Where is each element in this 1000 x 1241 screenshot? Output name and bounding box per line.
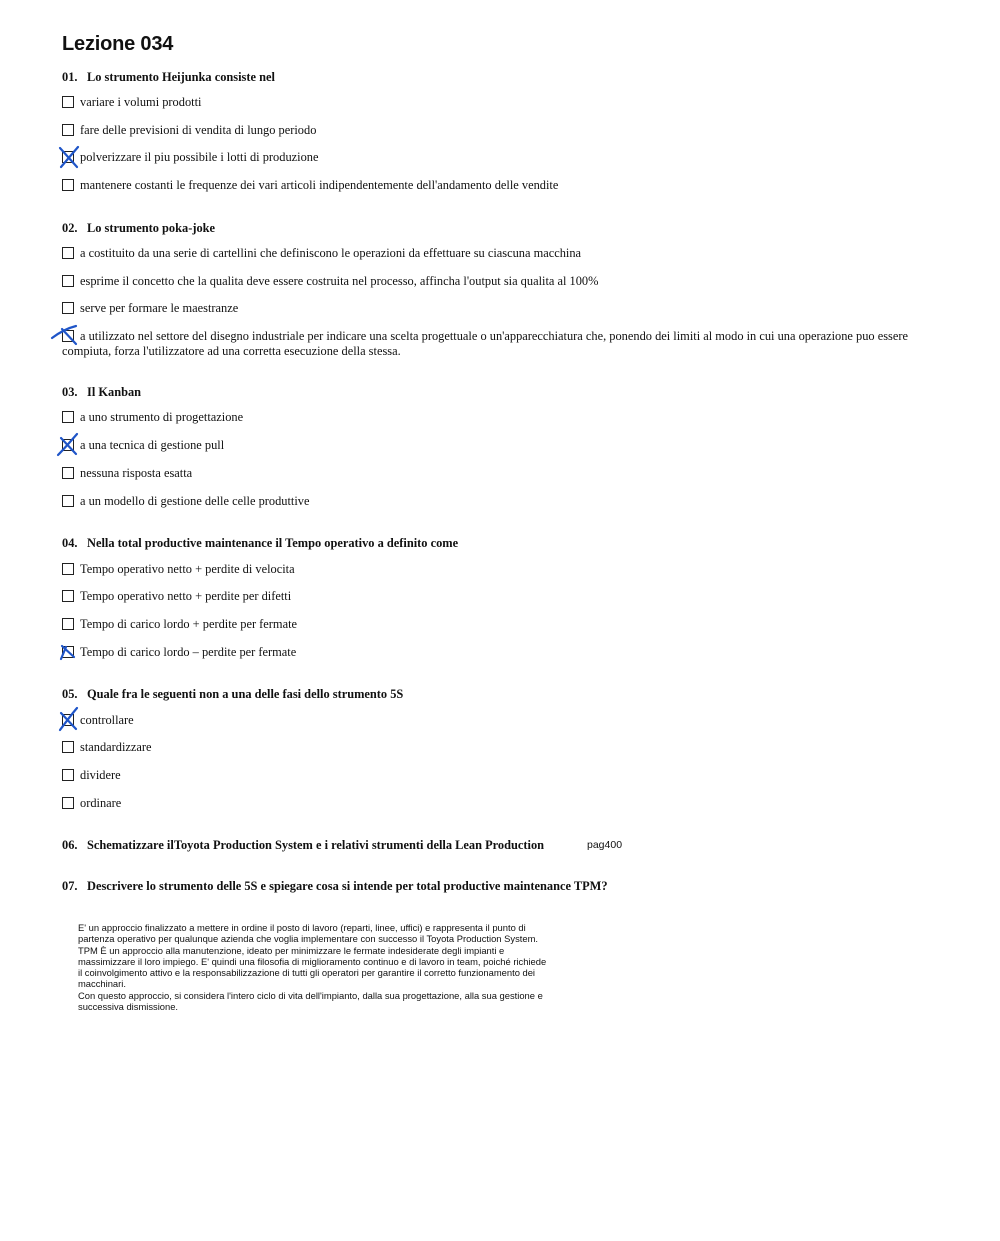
checkbox[interactable] (62, 124, 74, 136)
option-text: Tempo di carico lordo – perdite per fermate (80, 645, 297, 659)
option-text: a un modello di gestione delle celle produttive (80, 494, 310, 508)
option-text: standardizzare (80, 740, 152, 754)
question-text: Quale fra le seguenti non a una delle fasi dello strumento 5S (87, 687, 404, 701)
question-text: Schematizzare ilToyota Production System e i relativi strumenti della Lean Production (87, 838, 545, 852)
option-text: a una tecnica di gestione pull (80, 438, 225, 452)
answer-paragraph: E' un approccio finalizzato a mettere in ordine il posto di lavoro (reparti, linee, uffici) e rappresenta il punto di partenza operativo per qualunque azienda che voglia implementare con successo il Toyota Production System. (78, 922, 538, 945)
question-03 (62, 385, 141, 400)
checkbox[interactable] (62, 302, 74, 314)
question-number: 04. (62, 536, 78, 550)
checkbox[interactable] (62, 769, 74, 781)
question-text: Descrivere lo strumento delle 5S e spiegare cosa si intende per total productive maintenance TPM? (87, 879, 608, 893)
cross-mark-icon (56, 640, 82, 666)
checkbox[interactable] (62, 96, 74, 108)
option-text: ordinare (80, 796, 122, 810)
page-reference-note: pag400 (587, 839, 623, 851)
question-text: Nella total productive maintenance il Tempo operativo a definito come (87, 536, 459, 550)
question-07 (62, 879, 608, 894)
cross-mark-icon (56, 433, 82, 459)
question-number: 06. (62, 838, 78, 852)
question-04 (62, 536, 458, 551)
checkbox[interactable] (62, 467, 74, 479)
question-number: 03. (62, 385, 78, 399)
question-01 (62, 70, 275, 85)
page-title: Lezione 034 (62, 33, 174, 55)
checkbox[interactable] (62, 590, 74, 602)
option-text: serve per formare le maestranze (80, 301, 239, 315)
question-number: 01. (62, 70, 78, 84)
answer-text-block (78, 922, 548, 1012)
checkbox[interactable] (62, 563, 74, 575)
option-text: polverizzare il piu possibile i lotti di produzione (80, 150, 319, 164)
question-number: 07. (62, 879, 78, 893)
option-text: dividere (80, 768, 121, 782)
checkbox[interactable] (62, 741, 74, 753)
option-text: nessuna risposta esatta (80, 466, 193, 480)
cross-mark-icon (56, 708, 82, 734)
option-text: Tempo operativo netto + perdite di velocita (80, 562, 295, 576)
option-text: Tempo operativo netto + perdite per difetti (80, 589, 292, 603)
option-text: controllare (80, 713, 134, 727)
checkbox[interactable] (62, 275, 74, 287)
checkbox[interactable] (62, 618, 74, 630)
question-number: 05. (62, 687, 78, 701)
question-text: Lo strumento poka-joke (87, 221, 216, 235)
checkbox[interactable] (62, 411, 74, 423)
question-06 (62, 838, 544, 853)
question-text: Lo strumento Heijunka consiste nel (87, 70, 275, 84)
option-text: Tempo di carico lordo + perdite per fermate (80, 617, 298, 631)
checkbox[interactable] (62, 247, 74, 259)
question-02 (62, 221, 215, 236)
option-text: fare delle previsioni di vendita di lungo periodo (80, 123, 317, 137)
option-text: a utilizzato nel settore del disegno industriale per indicare una scelta progettuale o un'apparecchiatura che, ponendo dei limiti al modo in cui una operazione puo essere (80, 329, 908, 343)
question-text: Il Kanban (87, 385, 142, 399)
option-text: esprime il concetto che la qualita deve essere costruita nel processo, affincha l'output sia qualita al 100% (80, 274, 599, 288)
option-text: variare i volumi prodotti (80, 95, 202, 109)
answer-paragraph: TPM È un approccio alla manutenzione, ideato per minimizzare le fermate indesiderate degli impianti e massimizzare il loro impiego. E' quindi una filosofia di miglioramento continuo e di lavoro in team, poiché richiede il coinvolgimento attivo e la responsabilizzazione di tutti gli operatori per garantire il corretto funzionamento dei macchinari. (78, 944, 547, 990)
option-text: a uno strumento di progettazione (80, 410, 244, 424)
cross-mark-icon (56, 145, 82, 171)
checkbox[interactable] (62, 797, 74, 809)
option-text: mantenere costanti le frequenze dei vari articoli indipendentemente dell'andamento delle vendite (80, 178, 559, 192)
checkbox[interactable] (62, 495, 74, 507)
option-text: a costituito da una serie di cartellini che definiscono le operazioni da effettuare su ciascuna macchina (80, 246, 582, 260)
question-05 (62, 687, 403, 702)
answer-paragraph: Con questo approccio, si considera l'intero ciclo di vita dell'impianto, dalla sua progettazione, alla sua gestione e successiva dismissione. (78, 989, 543, 1013)
question-number: 02. (62, 221, 78, 235)
checkbox[interactable] (62, 179, 74, 191)
option-text-continued: compiuta, forza l'utilizzatore ad una corretta esecuzione della stessa. (62, 344, 401, 358)
